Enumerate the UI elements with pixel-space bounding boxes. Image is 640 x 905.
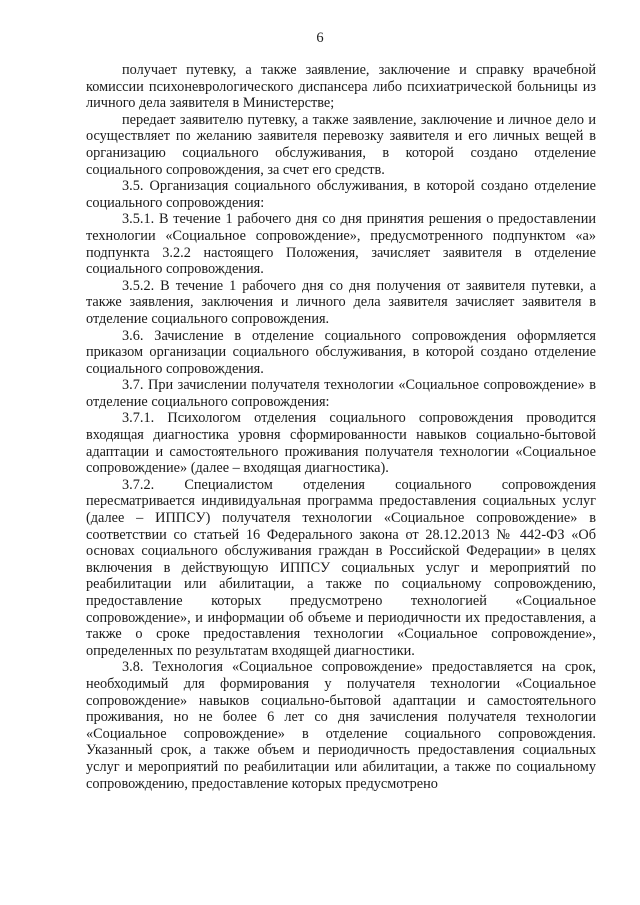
- paragraph-transfers-voucher: передает заявителю путевку, а также заявление, заключение и личное дело и осуществляет по желанию заявителя перевозку заявителя и его личных вещей в организацию социального обслуживания, в которой создано отделение социального сопровождения, за счет его средств.: [86, 111, 596, 178]
- page-number: 6: [316, 30, 324, 46]
- paragraph-3-5-2: 3.5.2. В течение 1 рабочего дня со дня получения от заявителя путевки, а также заявления, заключения и личного дела заявителя зачисляет заявителя в отделение социального сопровождения.: [86, 277, 596, 327]
- paragraph-3-6: 3.6. Зачисление в отделение социального сопровождения оформляется приказом организации социального обслуживания, в которой создано отделение социального сопровождения.: [86, 327, 596, 377]
- paragraph-receives-voucher: получает путевку, а также заявление, заключение и справку врачебной комиссии психоневрологического диспансера либо психиатрической больницы из личного дела заявителя в Министерстве;: [86, 62, 596, 112]
- paragraph-3-8: 3.8. Технология «Социальное сопровождение» предоставляется на срок, необходимый для формирования у получателя технологии «Социальное сопровождение» навыков социально-бытовой адаптации и самостоятельного проживания, но не более 6 лет со дня зачисления получателя технологии «Социальное сопровождение» в отделение социального сопровождения. Указанный срок, а также объем и периодичность предоставления социальных услуг и мероприятий по реабилитации или абилитации, а также по социальному сопровождению, предоставление которых предусмотрено: [86, 659, 596, 792]
- paragraph-3-5: 3.5. Организация социального обслуживания, в которой создано отделение социального сопровождения:: [86, 178, 596, 211]
- document-body: [86, 62, 596, 792]
- paragraph-3-7-1: 3.7.1. Психологом отделения социального сопровождения проводится входящая диагностика уровня сформированности навыков социально-бытовой адаптации и самостоятельного проживания получателя технологии «Социальное сопровождение» (далее – входящая диагностика).: [86, 410, 596, 477]
- paragraph-3-5-1: 3.5.1. В течение 1 рабочего дня со дня принятия решения о предоставлении технологии «Социальное сопровождение», предусмотренного подпунктом «а» подпункта 3.2.2 настоящего Положения, зачисляет заявителя в отделение социального сопровождения.: [86, 211, 596, 278]
- paragraph-3-7-2: 3.7.2. Специалистом отделения социального сопровождения пересматривается индивидуальная программа предоставления социальных услуг (далее – ИППСУ) получателя технологии «Социальное сопровождение» в соответствии со статьей 16 Федерального закона от 28.12.2013 № 442-ФЗ «Об основах социального обслуживания граждан в Российской Федерации» в целях включения в действующую ИППСУ социальных услуг и мероприятий по реабилитации или абилитации, а также по социальному сопровождению, предоставление которых предусмотрено технологией «Социальное сопровождение», и информации об объеме и периодичности их предоставления, а также о сроке предоставления технологии «Социальное сопровождение», определенных по результатам входящей диагностики.: [86, 476, 596, 659]
- paragraph-3-7: 3.7. При зачислении получателя технологии «Социальное сопровождение» в отделение социального сопровождения:: [86, 377, 596, 410]
